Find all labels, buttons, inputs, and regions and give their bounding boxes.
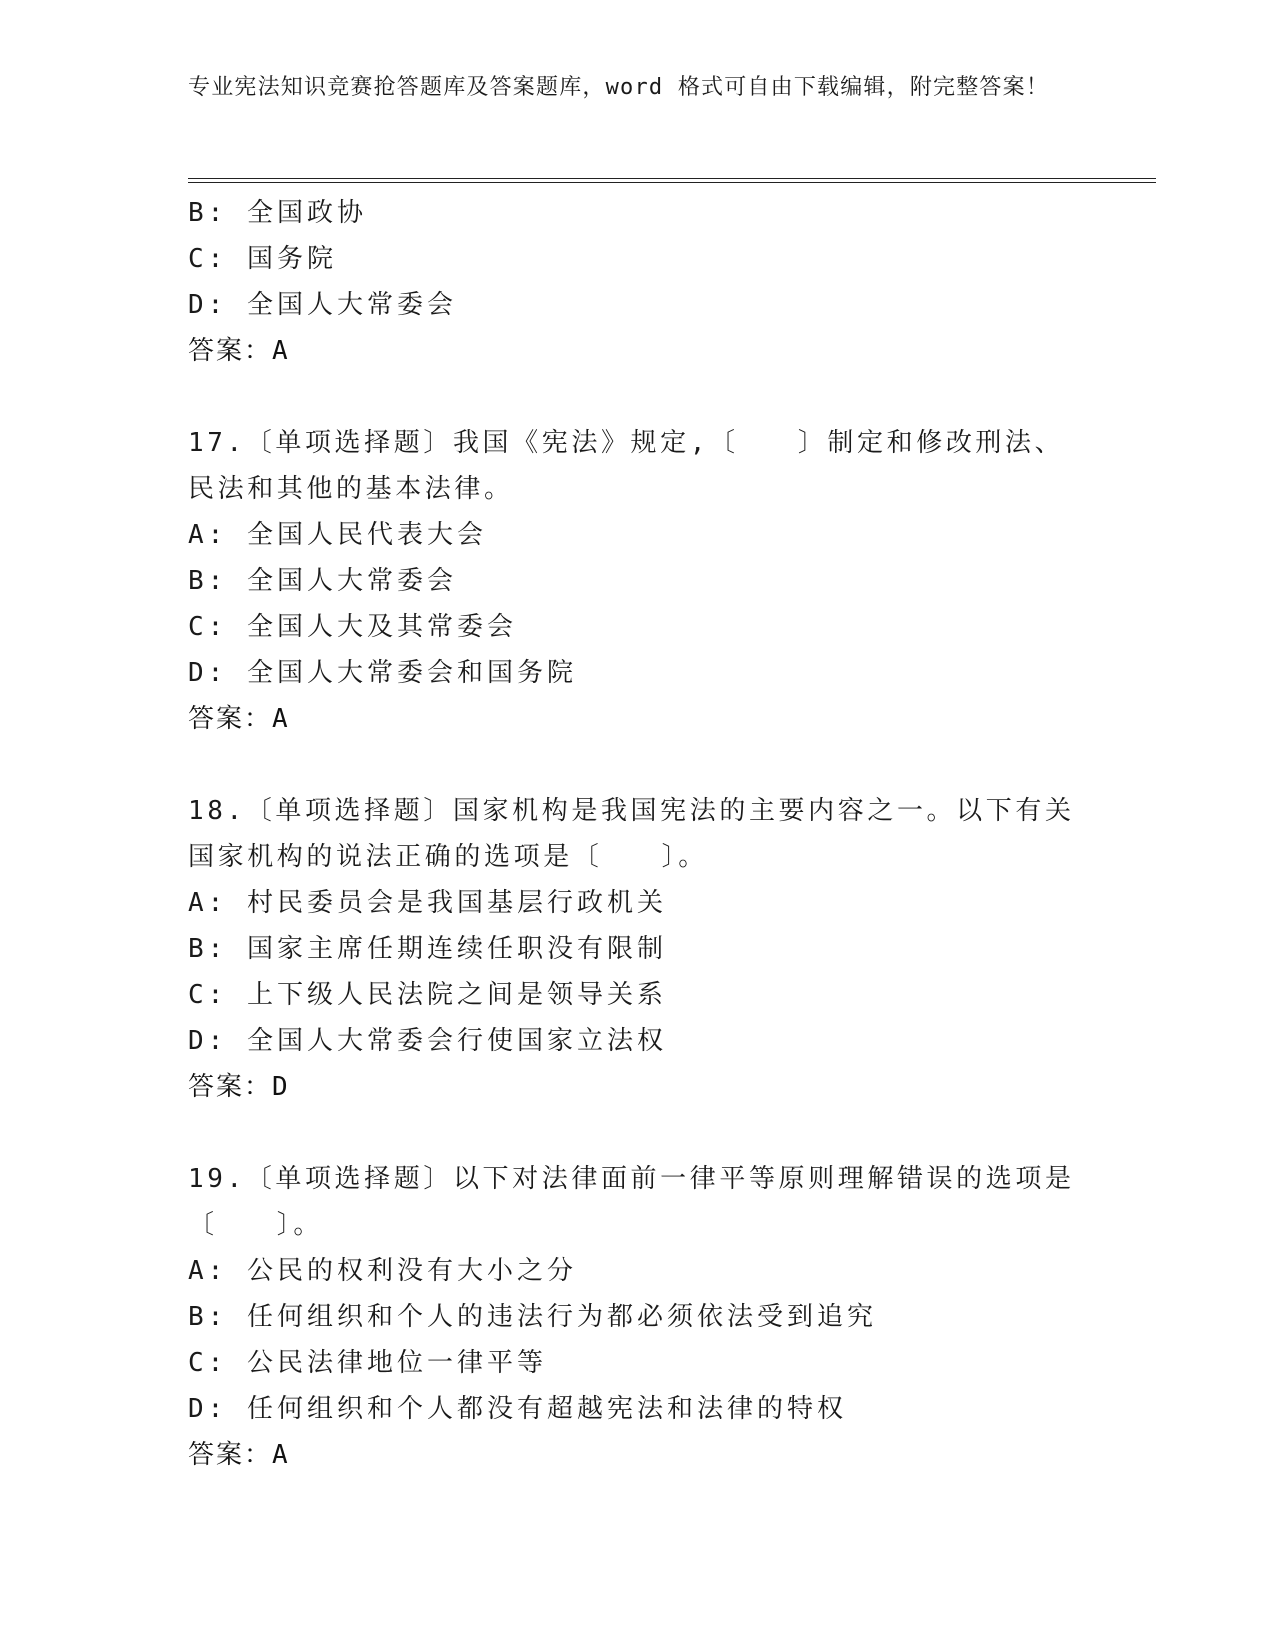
option-c	[188, 236, 1088, 282]
header-text: 专业宪法知识竞赛抢答题库及答案题库，word 格式可自由下载编辑，附完整答案！	[188, 75, 1050, 100]
option-label: D:	[188, 1394, 228, 1424]
question-18	[188, 788, 1088, 1110]
option-c	[188, 972, 1088, 1018]
option-label: C:	[188, 612, 228, 642]
option-b	[188, 1294, 1088, 1340]
option-d	[188, 650, 1088, 696]
option-label: D:	[188, 1026, 228, 1056]
option-label: B:	[188, 198, 228, 228]
option-text: 国务院	[246, 244, 337, 274]
answer-label: 答案：	[188, 336, 273, 366]
answer-value: A	[272, 1440, 290, 1470]
option-text: 全国人民代表大会	[246, 520, 487, 550]
question-stem: 19.〔单项选择题〕以下对法律面前一律平等原则理解错误的选项是〔 〕。	[188, 1164, 1075, 1240]
option-text: 任何组织和个人的违法行为都必须依法受到追究	[246, 1302, 877, 1332]
option-c	[188, 604, 1088, 650]
option-text: 村民委员会是我国基层行政机关	[246, 888, 667, 918]
option-label: C:	[188, 244, 228, 274]
question-stem: 17.〔单项选择题〕我国《宪法》规定,〔 〕制定和修改刑法、民法和其他的基本法律。	[188, 428, 1065, 504]
option-d	[188, 1018, 1088, 1064]
answer-label: 答案：	[188, 704, 273, 734]
option-text: 全国人大常委会	[246, 290, 457, 320]
option-label: D:	[188, 658, 228, 688]
answer-line	[188, 328, 1088, 374]
option-text: 全国政协	[246, 198, 367, 228]
option-text: 任何组织和个人都没有超越宪法和法律的特权	[246, 1394, 847, 1424]
option-text: 全国人大及其常委会	[246, 612, 517, 642]
option-a	[188, 1248, 1088, 1294]
option-label: D:	[188, 290, 228, 320]
answer-label: 答案：	[188, 1072, 273, 1102]
question-19	[188, 1156, 1088, 1478]
page-header	[188, 72, 1068, 104]
option-text: 全国人大常委会和国务院	[246, 658, 577, 688]
option-b	[188, 190, 1088, 236]
header-double-rule	[188, 178, 1156, 183]
option-c	[188, 1340, 1088, 1386]
option-b	[188, 926, 1088, 972]
option-text: 国家主席任期连续任职没有限制	[246, 934, 667, 964]
option-label: B:	[188, 566, 228, 596]
option-label: A:	[188, 1256, 228, 1286]
answer-line	[188, 1432, 1088, 1478]
option-b	[188, 558, 1088, 604]
option-text: 上下级人民法院之间是领导关系	[246, 980, 667, 1010]
option-label: B:	[188, 1302, 228, 1332]
option-label: B:	[188, 934, 228, 964]
option-text: 全国人大常委会行使国家立法权	[246, 1026, 667, 1056]
option-text: 公民的权利没有大小之分	[246, 1256, 577, 1286]
option-label: A:	[188, 888, 228, 918]
answer-value: A	[272, 704, 290, 734]
option-text: 公民法律地位一律平等	[246, 1348, 547, 1378]
question-17	[188, 420, 1088, 742]
option-d	[188, 282, 1088, 328]
answer-value: D	[272, 1072, 290, 1102]
option-label: C:	[188, 1348, 228, 1378]
answer-label: 答案：	[188, 1440, 273, 1470]
option-a	[188, 512, 1088, 558]
question-stem: 18.〔单项选择题〕国家机构是我国宪法的主要内容之一。以下有关国家机构的说法正确的选项是〔 〕。	[188, 796, 1075, 872]
question-list	[188, 190, 1088, 1478]
answer-line	[188, 696, 1088, 742]
answer-line	[188, 1064, 1088, 1110]
continued-question	[188, 190, 1088, 374]
answer-value: A	[272, 336, 290, 366]
option-label: C:	[188, 980, 228, 1010]
option-d	[188, 1386, 1088, 1432]
option-text: 全国人大常委会	[246, 566, 457, 596]
option-a	[188, 880, 1088, 926]
option-label: A:	[188, 520, 228, 550]
